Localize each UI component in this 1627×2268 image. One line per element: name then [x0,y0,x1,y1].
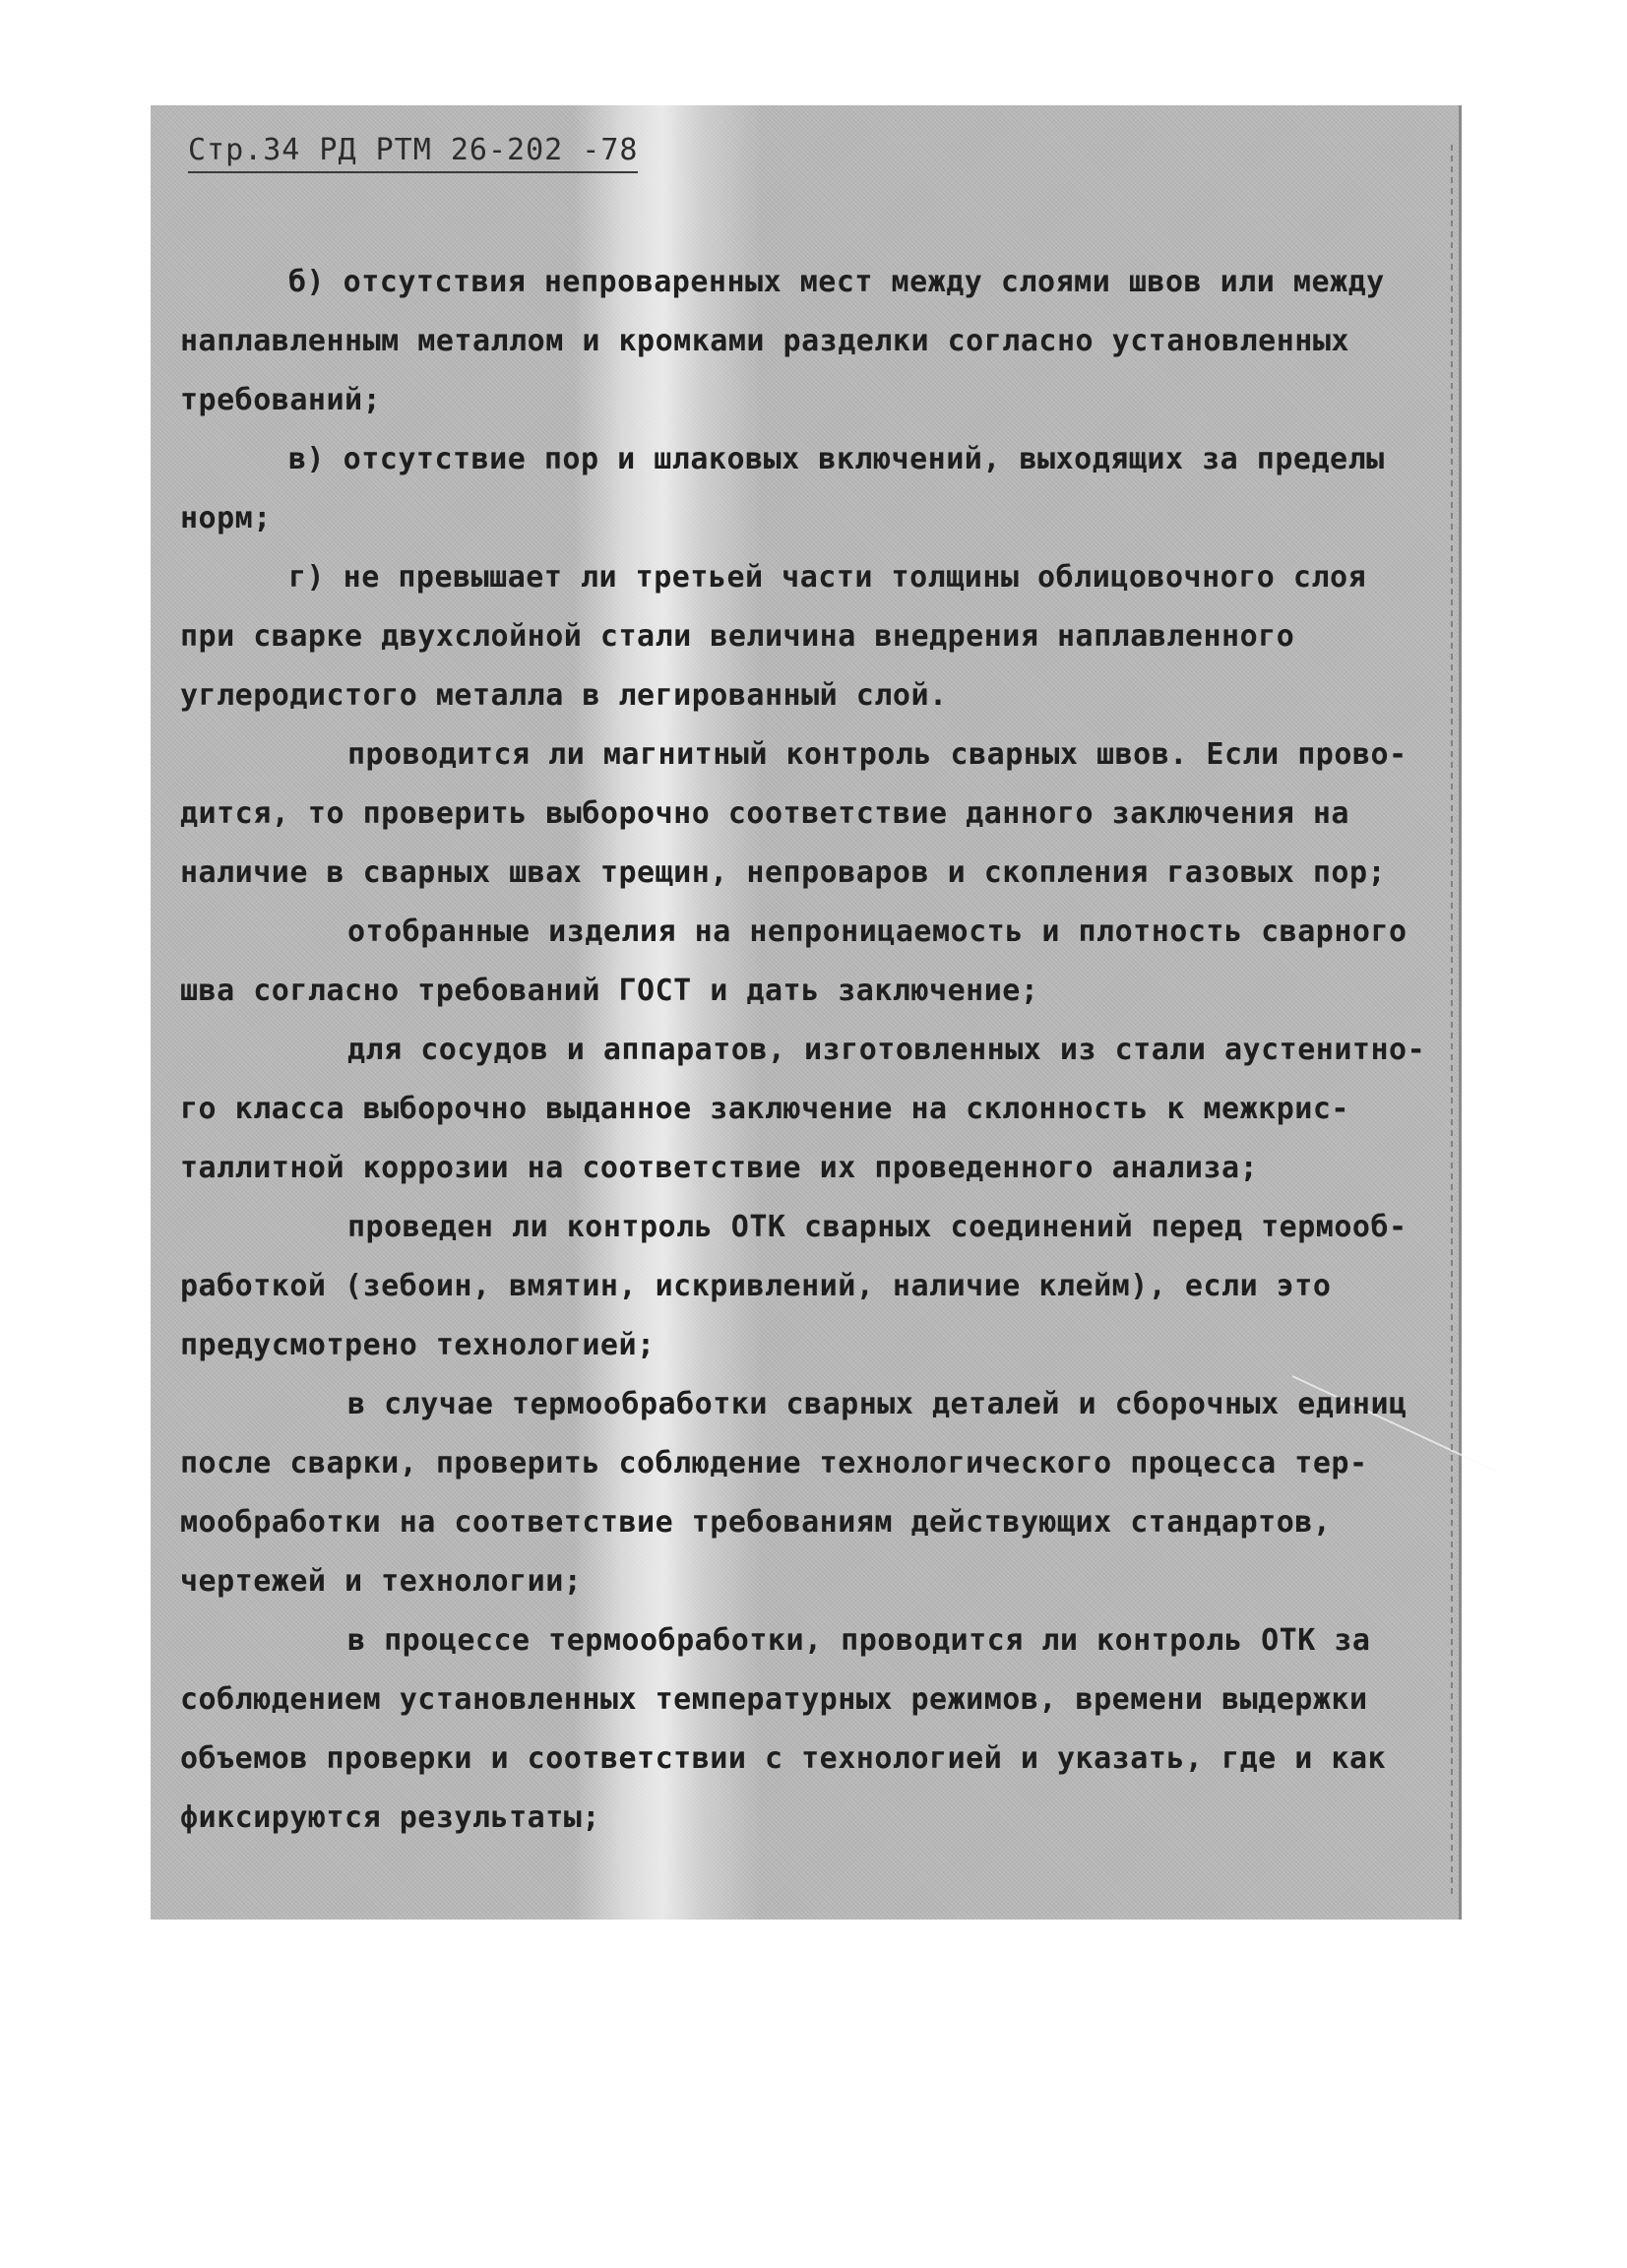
text-line: соблюдением установленных температурных режимов, времени выдержки [180,1682,1368,1717]
text-line: для сосудов и аппаратов, изготовленных из стали аустенитно- [347,1033,1426,1067]
text-line: в случае термообработки сварных деталей и сборочных единиц [347,1387,1408,1421]
text-line: требований; [180,383,382,417]
text-line: чертежей и технологии; [180,1564,583,1599]
text-line: наплавленным металлом и кромками разделки согласно установленных [180,324,1349,358]
page-header: Стр.34 РД РТМ 26-202 -78 [188,133,638,173]
text-line: работкой (зебоин, вмятин, искривлений, наличие клейм), если это [180,1269,1332,1303]
text-line: таллитной коррозии на соответствие их проведенного анализа; [180,1151,1259,1185]
text-line: предусмотрено технологией; [180,1328,656,1362]
text-line: дится, то проверить выборочно соответствие данного заключения на [180,796,1349,831]
text-line: при сварке двухслойной стали величина внедрения наплавленного [180,619,1295,654]
text-line: шва согласно требований ГОСТ и дать заключение; [180,974,1039,1008]
text-line: фиксируются результаты; [180,1800,600,1835]
text-line: г) не превышает ли третьей части толщины облицовочного слоя [288,560,1367,595]
text-line: углеродистого металла в легированный слой. [180,678,948,713]
text-line: в) отсутствие пор и шлаковых включений, выходящих за пределы [288,442,1385,476]
text-line: объемов проверки и соответствии с технологией и указать, где и как [180,1741,1387,1776]
text-line: б) отсутствия непроваренных мест между слоями швов или между [288,265,1385,299]
text-line: мообработки на соответствие требованиям действующих стандартов, [180,1505,1332,1540]
text-line: в процессе термообработки, проводится ли контроль ОТК за [347,1623,1371,1658]
text-line: отобранные изделия на непроницаемость и плотность сварного [347,914,1408,949]
text-line: после сварки, проверить соблюдение технологического процесса тер- [180,1446,1368,1480]
text-line: наличие в сварных швах трещин, непроваров и скопления газовых пор; [180,855,1387,890]
text-line: проведен ли контроль ОТК сварных соединений перед термооб- [347,1210,1408,1244]
document-body [180,253,1440,1848]
text-line: норм; [180,501,272,536]
text-line: го класса выборочно выданное заключение на склонность к межкрис- [180,1092,1349,1126]
text-line: проводится ли магнитный контроль сварных швов. Если прово- [347,737,1408,772]
scanned-page [151,105,1462,1920]
